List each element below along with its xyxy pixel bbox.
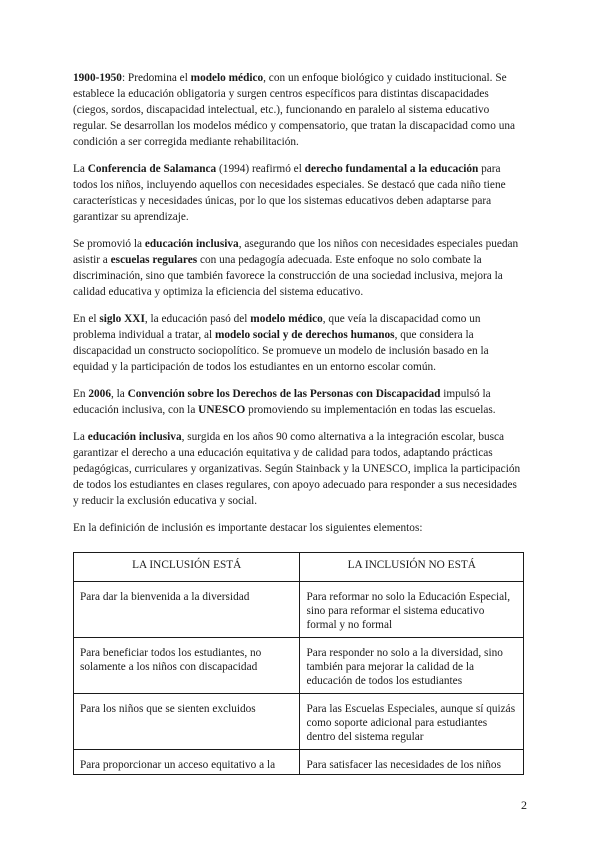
document-page (73, 70, 521, 775)
text-run: Se promovió la (73, 238, 145, 250)
bold-text: 2006 (88, 388, 111, 400)
text-run: , la educación pasó del (144, 313, 251, 325)
bold-text: educación inclusiva (87, 431, 182, 443)
paragraph-salamanca (73, 161, 521, 225)
text-run: , con un enfoque biológico y cuidado institucional. Se establece la educación obligatoria y surgen centros específicos para distintas discapacidades (ciegos, sordos, discapacidad intelectual, etc.), funcionando en paralelo al sistema educativo regular. Se desarrollan los modelos médico y compensatorio, que tratan la discapacidad como una condición a ser corregida mediante rehabilitación. (73, 72, 516, 148)
paragraph-table-intro (73, 520, 521, 536)
text-run: promoviendo su implementación en todas las escuelas. (245, 404, 496, 416)
table-row (74, 694, 524, 750)
paragraph-inclusion-definition (73, 429, 521, 509)
table-cell: Para satisfacer las necesidades de los niños (300, 750, 524, 775)
bold-text: modelo médico (190, 72, 264, 84)
text-run: En (73, 388, 89, 400)
paragraph-1900-1950 (73, 70, 521, 150)
paragraph-siglo-xxi (73, 311, 521, 375)
bold-text: 1900-1950 (73, 72, 122, 84)
table-cell: Para proporcionar un acceso equitativo a la (74, 750, 300, 775)
text-run: : Predomina el (121, 72, 191, 84)
bold-text: derecho fundamental a la educación (304, 163, 479, 175)
header-inclusion-esta: LA INCLUSIÓN ESTÁ (74, 553, 300, 582)
text-run: , asegurando que los niños con necesidades especiales puedan asistir a (73, 238, 519, 266)
text-run: , la (110, 388, 128, 400)
bold-text: modelo social y de derechos humanos (214, 329, 395, 341)
table-row (74, 638, 524, 694)
text-run: impulsó la educación inclusiva, con la (73, 388, 491, 416)
bold-text: educación inclusiva (144, 238, 239, 250)
page-number: 2 (521, 798, 527, 812)
table-row (74, 582, 524, 638)
text-run: La (73, 431, 88, 443)
header-inclusion-no-esta: LA INCLUSIÓN NO ESTÁ (300, 553, 524, 582)
paragraph-2006-convention (73, 386, 521, 418)
bold-text: UNESCO (198, 404, 246, 416)
bold-text: Conferencia de Salamanca (87, 163, 217, 175)
text-run: con una pedagogía adecuada. Este enfoque no solo combate la discriminación, sino que también favorece la construcción de una sociedad inclusiva, mejora la calidad educativa y optimiza la eficiencia del sistema educativo. (73, 254, 503, 298)
table-cell: Para dar la bienvenida a la diversidad (74, 582, 300, 638)
bold-text: modelo médico (250, 313, 323, 325)
table-cell: Para los niños que se sienten excluidos (74, 694, 300, 750)
bold-text: escuelas regulares (110, 254, 198, 266)
table-cell: Para beneficiar todos los estudiantes, no solamente a los niños con discapacidad (74, 638, 300, 694)
text-run: La (73, 163, 88, 175)
paragraph-inclusive-education (73, 236, 521, 300)
table-cell: Para las Escuelas Especiales, aunque sí quizás como soporte adicional para estudiantes dentro del sistema regular (300, 694, 524, 750)
table-header-row (74, 553, 524, 582)
text-run: En la definición de inclusión es importante destacar los siguientes elementos: (73, 522, 423, 534)
inclusion-table (73, 552, 524, 775)
table-row (74, 750, 524, 775)
text-run: para todos los niños, incluyendo aquellos con necesidades especiales. Se destacó que cada niño tiene características y necesidades únicas, por lo que los sistemas educativos deben adaptarse para garantizar su aprendizaje. (73, 163, 506, 223)
text-run: , surgida en los años 90 como alternativa a la integración escolar, busca garantizar el derecho a una educación equitativa y de calidad para todos, adaptando prácticas pedagógicas, curriculares y organizativas. Según Stainback y la UNESCO, implica la participación de todos los estudiantes en clases regulares, con apoyo adecuado para responder a sus necesidades y reducir la exclusión educativa y social. (73, 431, 521, 507)
text-run: , que veía la discapacidad como un problema individual a tratar, al (73, 313, 481, 341)
text-run: En el (73, 313, 100, 325)
text-run: (1994) reafirmó el (216, 163, 305, 175)
bold-text: Convención sobre los Derechos de las Personas con Discapacidad (127, 388, 441, 400)
bold-text: siglo XXI (99, 313, 145, 325)
text-run: , que considera la discapacidad un constructo sociopolítico. Se promueve un modelo de inclusión basado en la equidad y la participación de todos los estudiantes en un entorno escolar común. (73, 329, 489, 373)
table-cell: Para responder no solo a la diversidad, sino también para mejorar la calidad de la educación de todos los estudiantes (300, 638, 524, 694)
body-text (73, 70, 521, 536)
table-cell: Para reformar no solo la Educación Especial, sino para reformar el sistema educativo formal y no formal (300, 582, 524, 638)
